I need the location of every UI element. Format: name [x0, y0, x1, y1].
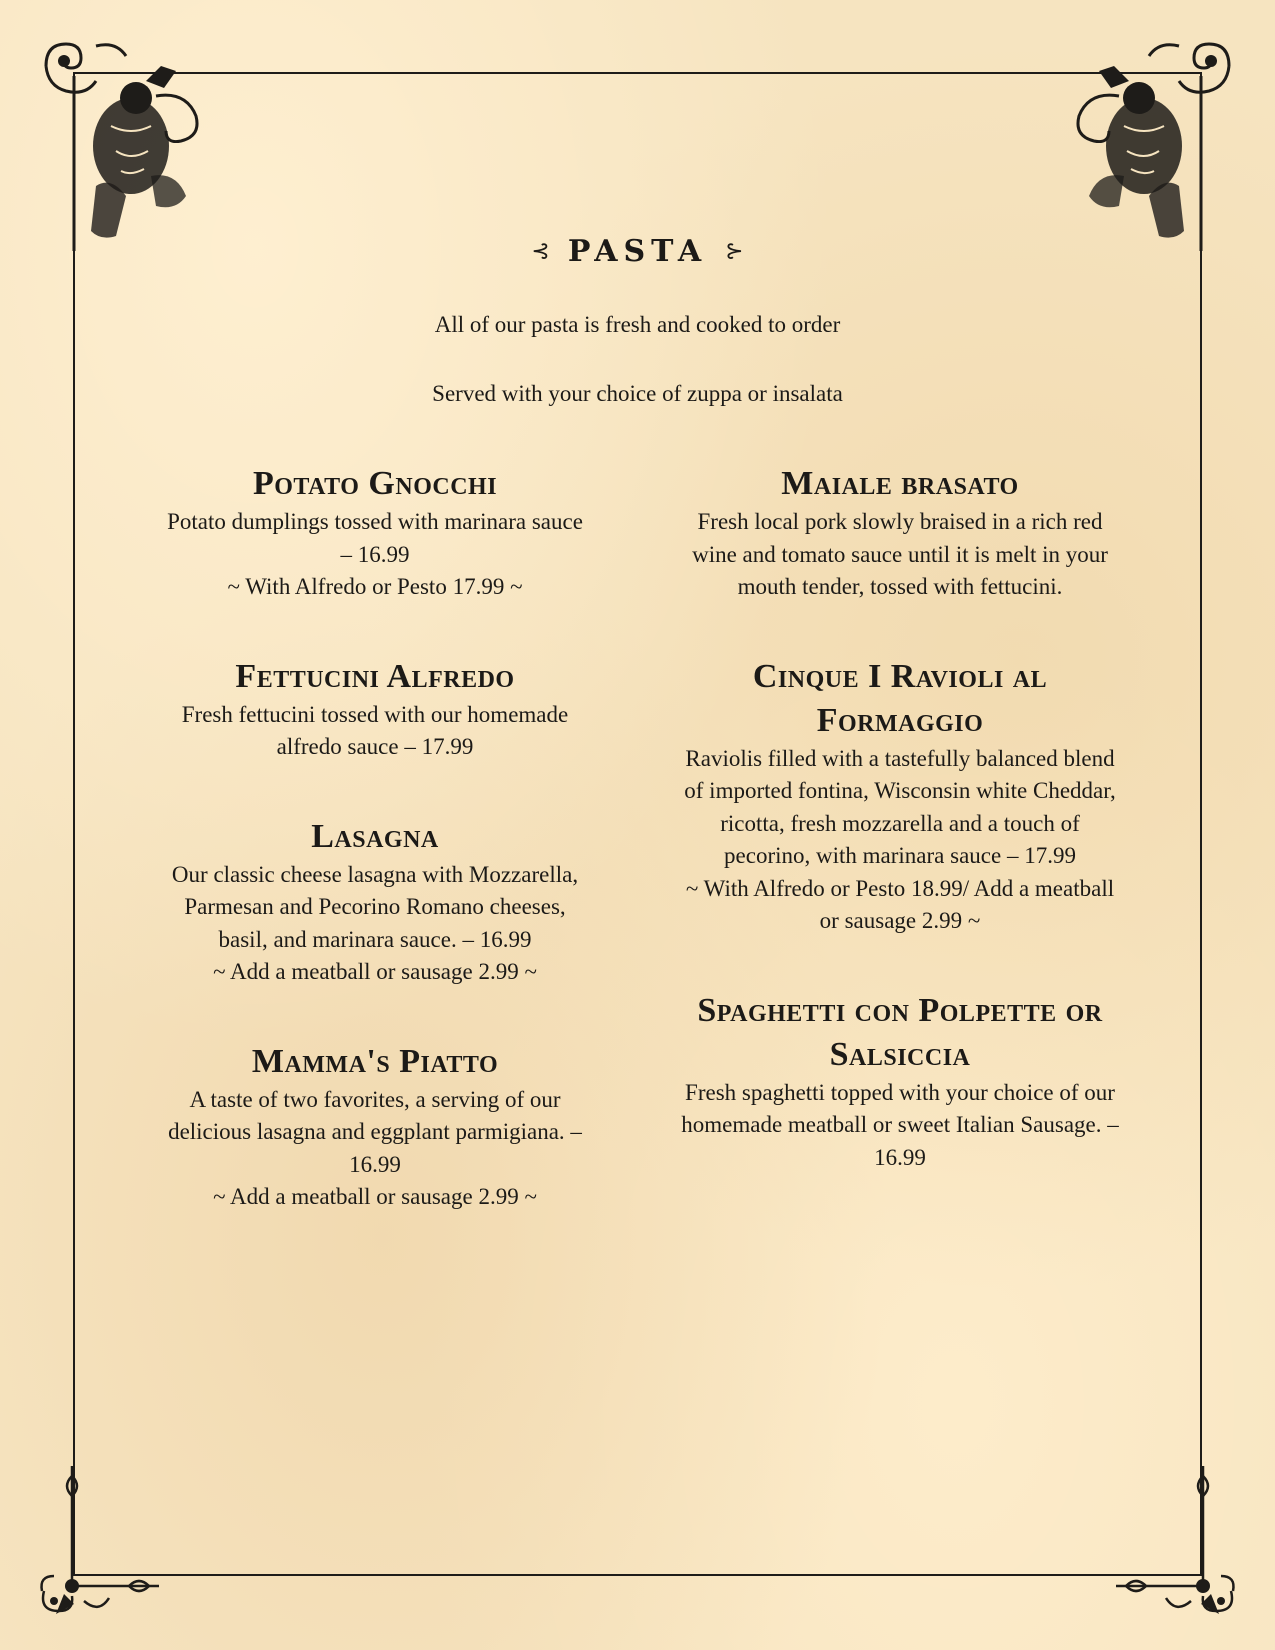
menu-item: [680, 462, 1120, 604]
menu-item: [680, 989, 1120, 1175]
flourish-left-icon: ⊰: [531, 239, 550, 264]
flourish-right-icon: ⊱: [725, 239, 744, 264]
section-title: PASTA: [567, 234, 708, 269]
menu-column-left: [162, 462, 588, 1214]
item-description: Potato dumplings tossed with marinara sauce – 16.99: [167, 509, 583, 567]
item-description: A taste of two favorites, a serving of our delicious lasagna and eggplant parmigiana. – 16.99: [168, 1086, 582, 1177]
menu-item: [162, 1040, 588, 1214]
item-name: Lasagna: [311, 817, 439, 855]
menu-item: [162, 655, 588, 764]
item-name: Maiale brasato: [781, 465, 1019, 502]
item-description: Our classic cheese lasagna with Mozzarella, Parmesan and Pecorino Romano cheeses, basil, and marinara sauce. – 16.99: [171, 861, 579, 952]
cherub-goblet-ornament-icon: [1069, 36, 1239, 256]
item-name: Spaghetti con Polpette or Salsiccia: [697, 991, 1103, 1073]
item-extra: ~ Add a meatball or sausage 2.99 ~: [213, 1184, 537, 1209]
item-extra: ~ With Alfredo or Pesto 17.99 ~: [227, 574, 523, 599]
menu-item: [162, 815, 588, 989]
intro-line-served-with: Served with your choice of zuppa or insalata: [432, 381, 843, 406]
item-description: Fresh spaghetti topped with your choice of our homemade meatball or sweet Italian Sausage. – 16.99: [681, 1079, 1119, 1170]
item-name: Cinque I Ravioli al Formaggio: [752, 657, 1048, 739]
item-description: Raviolis filled with a tastefully balanced blend of imported fontina, Wisconsin white Cheddar, ricotta, fresh mozzarella and a touch of pecorino, with marinara sauce – 17.99: [684, 745, 1116, 868]
menu-column-right: [680, 462, 1120, 1174]
item-description: Fresh fettucini tossed with our homemade alfredo sauce – 17.99: [181, 701, 569, 759]
item-extra: ~ Add a meatball or sausage 2.99 ~: [213, 959, 537, 984]
item-extra: ~ With Alfredo or Pesto 18.99/ Add a meatball or sausage 2.99 ~: [685, 875, 1115, 933]
item-name: Fettucini Alfredo: [235, 657, 515, 695]
item-description: Fresh local pork slowly braised in a rich red wine and tomato sauce until it is melt in your mouth tender, tossed with fettucini.: [692, 509, 1108, 599]
menu-item: [162, 462, 588, 604]
item-name: Mamma's Piatto: [251, 1042, 499, 1080]
filigree-corner-ornament-icon: [1111, 1466, 1241, 1616]
cherub-goblet-ornament-icon: [36, 36, 206, 256]
menu-item: [680, 655, 1120, 938]
filigree-corner-ornament-icon: [34, 1466, 164, 1616]
item-name: Potato Gnocchi: [252, 465, 498, 502]
section-header: [0, 232, 1275, 272]
intro-line-fresh: All of our pasta is fresh and cooked to order: [434, 312, 841, 337]
